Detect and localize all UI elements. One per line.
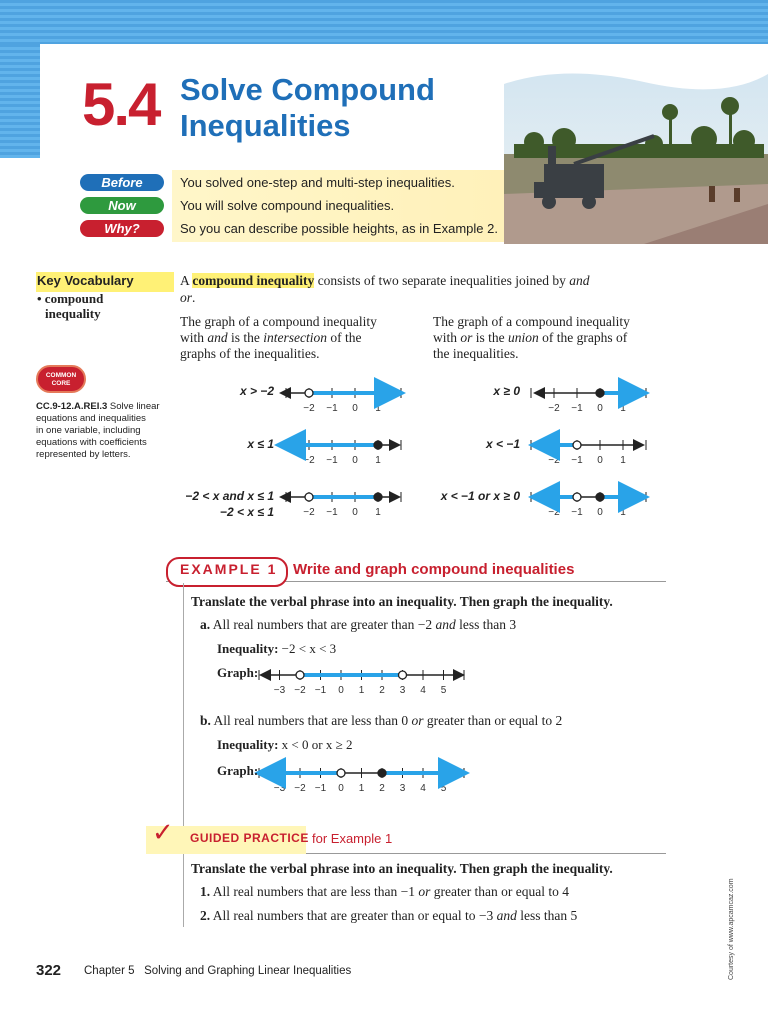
closed-circle: [378, 769, 386, 777]
part-b-text: greater than or equal to 2: [423, 713, 563, 728]
tick-label: 0: [352, 455, 358, 466]
q1-or: or: [418, 884, 431, 899]
part-b-letter: b.: [200, 713, 211, 728]
tick-label: 1: [358, 783, 365, 794]
and-desc-text: of the: [327, 330, 362, 345]
tick-label: −3: [273, 783, 286, 794]
inequality-label: Inequality:: [217, 641, 279, 656]
nl-label-x-ge-0: x ≥ 0: [493, 384, 520, 398]
title-line-2: Inequalities: [180, 108, 351, 143]
open-circle: [305, 493, 313, 501]
nl-label-and-compound: −2 < x and x ≤ 1: [185, 489, 274, 503]
tick-label: 3: [399, 685, 406, 696]
tick-label: −1: [571, 455, 583, 466]
standard-text-4: equations with coefficients: [36, 437, 147, 448]
tick-label: −1: [326, 507, 338, 518]
tick-label: 4: [420, 685, 426, 696]
example-part-b: [200, 713, 562, 729]
part-a-graph-label: Graph:: [217, 665, 259, 680]
part-a-and: and: [435, 617, 456, 632]
guided-question-1: [200, 884, 569, 900]
guided-practice-label: GUIDED PRACTICE: [190, 831, 309, 845]
tick-label: 0: [338, 783, 344, 794]
or-desc-or: or: [460, 330, 473, 345]
q2-number: 2.: [200, 908, 211, 923]
q2-text: All real numbers that are greater than or equal to −3: [212, 908, 497, 923]
vocab-term-highlight: compound inequality: [192, 273, 315, 288]
tick-label: −1: [571, 507, 583, 518]
tick-label: −2: [303, 507, 315, 518]
and-desc-line3: graphs of the inequalities.: [180, 346, 320, 361]
tick-label: 1: [620, 455, 626, 466]
tick-label: 4: [420, 783, 426, 794]
checkmark-icon: ✓: [152, 818, 174, 848]
common-core-line1: COMMON: [45, 372, 77, 379]
example-instruction: Translate the verbal phrase into an inequality. Then graph the inequality.: [191, 594, 613, 609]
or-desc-union: union: [508, 330, 539, 345]
intro-text: A: [180, 273, 193, 288]
tick-label: −2: [303, 455, 315, 466]
tick-label: 0: [597, 403, 603, 414]
tick-label: 0: [352, 507, 358, 518]
nl-label-x-le-1: x ≤ 1: [247, 437, 274, 451]
tick-label: 1: [375, 455, 381, 466]
standard-text-3: in one variable, including: [36, 425, 141, 436]
tick-label: 1: [358, 685, 365, 696]
q1-number: 1.: [200, 884, 211, 899]
part-b-or: or: [411, 713, 424, 728]
and-desc-text: is the: [227, 330, 264, 345]
closed-circle: [596, 389, 604, 397]
bnw-tag-1: Now: [80, 197, 164, 214]
part-a-letter: a.: [200, 617, 211, 632]
part-a-inequality: [217, 641, 336, 657]
q2-and: and: [496, 908, 517, 923]
tick-label: 2: [379, 685, 385, 696]
example-title: Write and graph compound inequalities: [293, 561, 575, 578]
title-line-1: Solve Compound: [180, 72, 435, 107]
part-b-inequality: [217, 737, 352, 753]
or-desc-line1: The graph of a compound inequality: [433, 314, 630, 329]
bnw-text-0: You solved one-step and multi-step inequalities.: [180, 175, 455, 190]
q1-text: All real numbers that are less than −1: [212, 884, 419, 899]
tick-label: −2: [548, 507, 560, 518]
part-b-text: All real numbers that are less than 0: [213, 713, 412, 728]
tick-label: 0: [597, 507, 603, 518]
and-desc-intersection: intersection: [263, 330, 328, 345]
or-desc-text: with: [433, 330, 461, 345]
tick-label: 5: [440, 685, 447, 696]
inequality-value: −2 < x < 3: [281, 641, 337, 656]
standard-text-2: equations and inequalities: [36, 413, 146, 424]
tick-label: 1: [620, 403, 626, 414]
tick-label: −3: [273, 685, 286, 696]
section-number: 5.4: [82, 71, 160, 138]
tick-label: 0: [352, 403, 358, 414]
courtesy-credit: Courtesy of www.apcamcaz.com: [728, 878, 735, 980]
and-desc-text: with: [180, 330, 208, 345]
guided-practice-for: for Example 1: [312, 831, 393, 846]
nl-label-or-compound: x < −1 or x ≥ 0: [440, 489, 520, 503]
open-circle: [296, 671, 304, 679]
common-core-line2: CORE: [51, 380, 71, 387]
guided-side-rule: [183, 855, 184, 927]
tick-label: 2: [379, 783, 385, 794]
guided-question-2: [200, 908, 577, 924]
tick-label: 3: [399, 783, 406, 794]
chapter-footer: Chapter 5 Solving and Graphing Linear Inequalities: [84, 965, 352, 977]
tick-label: 0: [338, 685, 344, 696]
or-desc-text: of the graphs of: [538, 330, 628, 345]
tick-label: −2: [294, 685, 306, 696]
intro-period: .: [192, 290, 196, 305]
closed-circle: [596, 493, 604, 501]
standard-text-5: represented by letters.: [36, 449, 131, 460]
tick-label: −1: [314, 685, 327, 696]
tick-label: 5: [440, 783, 447, 794]
tick-label: −1: [326, 403, 338, 414]
part-a-text: less than 3: [455, 617, 517, 632]
key-vocab-term-line1: • compound: [37, 291, 104, 306]
nl-label-x-gt-neg2: x > −2: [239, 384, 274, 398]
open-circle: [573, 441, 581, 449]
nl-label-and-compact: −2 < x ≤ 1: [220, 505, 274, 519]
intro-and: and: [569, 273, 590, 288]
guided-instruction: Translate the verbal phrase into an inequality. Then graph the inequality.: [191, 861, 613, 876]
tick-label: −1: [326, 455, 338, 466]
intro-or: or: [180, 290, 193, 305]
bnw-text-2: So you can describe possible heights, as in Example 2.: [180, 221, 498, 236]
open-circle: [305, 389, 313, 397]
example-part-a: [200, 617, 516, 633]
tick-label: 1: [620, 507, 626, 518]
example-label: EXAMPLE 1: [180, 561, 278, 577]
open-circle: [399, 671, 407, 679]
q1-text: greater than or equal to 4: [430, 884, 570, 899]
q2-text: less than 5: [516, 908, 578, 923]
tick-label: −1: [571, 403, 583, 414]
standard-text-1: Solve linear: [109, 401, 160, 412]
key-vocab-term-line2: inequality: [45, 306, 101, 321]
tick-label: −2: [548, 403, 560, 414]
part-a-text: All real numbers that are greater than −2: [212, 617, 436, 632]
bnw-tag-0: Before: [80, 174, 164, 191]
closed-circle: [374, 493, 382, 501]
intro-text: consists of two separate inequalities joined by: [314, 273, 570, 288]
tick-label: −2: [294, 783, 306, 794]
tick-label: −1: [314, 783, 327, 794]
tick-label: −2: [548, 455, 560, 466]
key-vocab-heading: Key Vocabulary: [37, 273, 134, 288]
page-number: 322: [36, 962, 62, 979]
bnw-text-1: You will solve compound inequalities.: [180, 198, 395, 213]
tick-label: 1: [375, 403, 381, 414]
bnw-tag-2: Why?: [80, 220, 164, 237]
inequality-value: x < 0 or x ≥ 2: [281, 737, 353, 752]
inequality-label: Inequality:: [217, 737, 279, 752]
nl-label-x-lt-neg1: x < −1: [485, 437, 520, 451]
tick-label: 0: [597, 455, 603, 466]
closed-circle: [374, 441, 382, 449]
tick-label: 1: [375, 507, 381, 518]
or-desc-line3: the inequalities.: [433, 346, 519, 361]
and-desc-line1: The graph of a compound inequality: [180, 314, 377, 329]
or-desc-text: is the: [472, 330, 509, 345]
open-circle: [337, 769, 345, 777]
part-b-graph-label: Graph:: [217, 763, 259, 778]
and-desc-and: and: [207, 330, 228, 345]
open-circle: [573, 493, 581, 501]
tick-label: −2: [303, 403, 315, 414]
standard-code: CC.9-12.A.REI.3: [36, 401, 108, 412]
